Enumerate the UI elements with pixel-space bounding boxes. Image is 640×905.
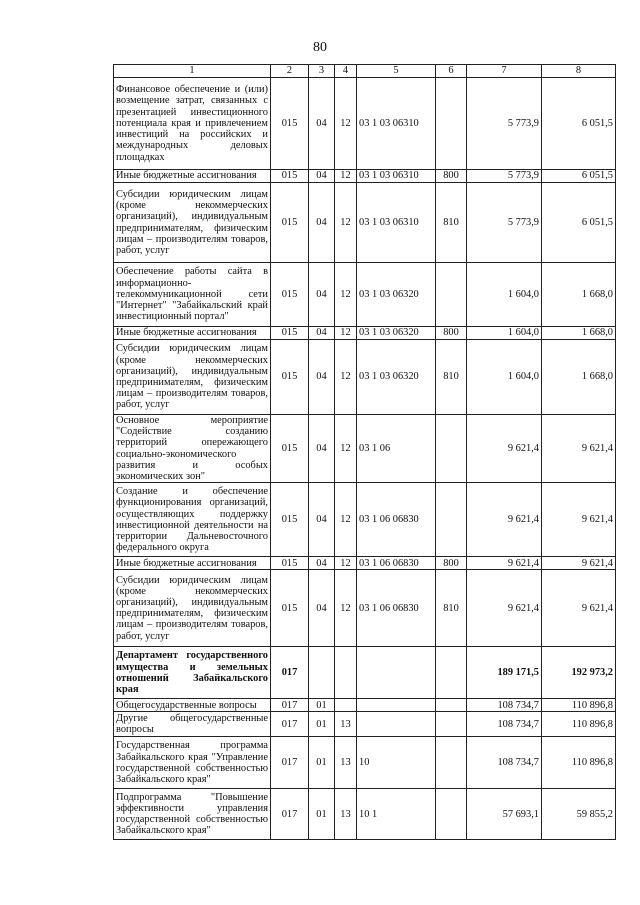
amount-year2-cell: 6 051,5 xyxy=(542,78,616,170)
amount-year2-cell: 192 973,2 xyxy=(542,647,616,699)
section-cell: 04 xyxy=(309,263,335,327)
amount-year1-cell: 9 621,4 xyxy=(467,570,542,647)
section-cell: 04 xyxy=(309,78,335,170)
row-name-cell: Обеспечение работы сайта в информационно-телекоммуникационной сети "Интернет" "Забайкальский край инвестиционный портал" xyxy=(114,263,271,327)
amount-year1-cell: 5 773,9 xyxy=(467,183,542,263)
row-name-cell: Подпрограмма "Повышение эффективности управления государственной собственностью Забайкальского края" xyxy=(114,789,271,840)
row-name-cell: Субсидии юридическим лицам (кроме некоммерческих организаций), индивидуальным предпринимателям, физическим лицам – производителям товаров, работ, услуг xyxy=(114,340,271,415)
amount-year2-cell: 1 668,0 xyxy=(542,263,616,327)
amount-year2-cell: 9 621,4 xyxy=(542,415,616,483)
subsection-cell: 12 xyxy=(335,263,357,327)
admin-code-cell: 017 xyxy=(271,712,309,737)
target-article-cell: 03 1 06 06830 xyxy=(357,483,436,557)
admin-code-cell: 015 xyxy=(271,170,309,183)
expense-type-cell: 800 xyxy=(436,327,467,340)
subsection-cell: 13 xyxy=(335,737,357,789)
table-row xyxy=(114,712,616,737)
section-cell xyxy=(309,647,335,699)
amount-year1-cell: 108 734,7 xyxy=(467,712,542,737)
section-cell: 04 xyxy=(309,415,335,483)
row-name-cell: Создание и обеспечение функционирования организаций, осуществляющих поддержку инвестиционной деятельности на территории Дальневосточного федерального округа xyxy=(114,483,271,557)
subsection-cell: 12 xyxy=(335,570,357,647)
amount-year1-cell: 108 734,7 xyxy=(467,737,542,789)
target-article-cell xyxy=(357,712,436,737)
amount-year1-cell: 9 621,4 xyxy=(467,483,542,557)
amount-year2-cell: 6 051,5 xyxy=(542,183,616,263)
section-cell: 04 xyxy=(309,327,335,340)
subsection-cell: 12 xyxy=(335,415,357,483)
amount-year1-cell: 5 773,9 xyxy=(467,78,542,170)
subsection-cell xyxy=(335,647,357,699)
expense-type-cell xyxy=(436,483,467,557)
expense-type-cell xyxy=(436,415,467,483)
amount-year2-cell: 59 855,2 xyxy=(542,789,616,840)
target-article-cell: 03 1 03 06320 xyxy=(357,263,436,327)
amount-year1-cell: 108 734,7 xyxy=(467,699,542,712)
section-cell: 01 xyxy=(309,712,335,737)
column-header: 2 xyxy=(271,65,309,78)
expense-type-cell xyxy=(436,263,467,327)
table-row xyxy=(114,737,616,789)
row-name-cell: Финансовое обеспечение и (или) возмещение затрат, связанных с презентацией инвестиционного потенциала края и привлечением инвестиций на российских и международных деловых площадках xyxy=(114,78,271,170)
table-row xyxy=(114,183,616,263)
subsection-cell: 12 xyxy=(335,340,357,415)
row-name-cell: Субсидии юридическим лицам (кроме некоммерческих организаций), индивидуальным предпринимателям, физическим лицам – производителям товаров, работ, услуг xyxy=(114,183,271,263)
admin-code-cell: 015 xyxy=(271,415,309,483)
amount-year2-cell: 1 668,0 xyxy=(542,340,616,415)
admin-code-cell: 015 xyxy=(271,557,309,570)
column-header: 1 xyxy=(114,65,271,78)
amount-year1-cell: 1 604,0 xyxy=(467,263,542,327)
section-cell: 04 xyxy=(309,557,335,570)
subsection-cell: 12 xyxy=(335,557,357,570)
admin-code-cell: 015 xyxy=(271,483,309,557)
amount-year1-cell: 9 621,4 xyxy=(467,415,542,483)
admin-code-cell: 015 xyxy=(271,78,309,170)
expense-type-cell xyxy=(436,699,467,712)
admin-code-cell: 017 xyxy=(271,737,309,789)
row-name-cell: Субсидии юридическим лицам (кроме некоммерческих организаций), индивидуальным предпринимателям, физическим лицам – производителям товаров, работ, услуг xyxy=(114,570,271,647)
expense-type-cell: 810 xyxy=(436,570,467,647)
amount-year2-cell: 110 896,8 xyxy=(542,737,616,789)
subsection-cell: 12 xyxy=(335,327,357,340)
column-header: 7 xyxy=(467,65,542,78)
admin-code-cell: 017 xyxy=(271,789,309,840)
target-article-cell: 03 1 06 xyxy=(357,415,436,483)
admin-code-cell: 015 xyxy=(271,263,309,327)
column-header: 5 xyxy=(357,65,436,78)
subsection-cell: 12 xyxy=(335,170,357,183)
admin-code-cell: 015 xyxy=(271,183,309,263)
amount-year2-cell: 110 896,8 xyxy=(542,712,616,737)
amount-year2-cell: 110 896,8 xyxy=(542,699,616,712)
row-name-cell: Основное мероприятие "Содействие созданию территорий опережающего социально-экономического развития и особых экономических зон" xyxy=(114,415,271,483)
column-header: 3 xyxy=(309,65,335,78)
column-header: 6 xyxy=(436,65,467,78)
section-cell: 04 xyxy=(309,570,335,647)
amount-year2-cell: 9 621,4 xyxy=(542,570,616,647)
row-name-cell: Иные бюджетные ассигнования xyxy=(114,170,271,183)
table-row xyxy=(114,483,616,557)
target-article-cell: 03 1 06 06830 xyxy=(357,557,436,570)
row-name-cell: Общегосударственные вопросы xyxy=(114,699,271,712)
expense-type-cell xyxy=(436,712,467,737)
admin-code-cell: 015 xyxy=(271,327,309,340)
table-row xyxy=(114,263,616,327)
table-row xyxy=(114,699,616,712)
table-row xyxy=(114,557,616,570)
admin-code-cell: 017 xyxy=(271,699,309,712)
subsection-cell: 13 xyxy=(335,789,357,840)
page-number: 80 xyxy=(313,40,327,55)
table-row xyxy=(114,78,616,170)
amount-year1-cell: 189 171,5 xyxy=(467,647,542,699)
table-row xyxy=(114,570,616,647)
admin-code-cell: 017 xyxy=(271,647,309,699)
row-name-cell: Иные бюджетные ассигнования xyxy=(114,327,271,340)
row-name-cell: Департамент государственного имущества и земельных отношений Забайкальского края xyxy=(114,647,271,699)
amount-year2-cell: 1 668,0 xyxy=(542,327,616,340)
amount-year1-cell: 57 693,1 xyxy=(467,789,542,840)
expense-type-cell xyxy=(436,737,467,789)
section-cell: 04 xyxy=(309,170,335,183)
expense-type-cell: 800 xyxy=(436,557,467,570)
header-row xyxy=(114,65,616,78)
expense-type-cell xyxy=(436,78,467,170)
amount-year1-cell: 9 621,4 xyxy=(467,557,542,570)
section-cell: 04 xyxy=(309,183,335,263)
target-article-cell xyxy=(357,647,436,699)
target-article-cell: 03 1 06 06830 xyxy=(357,570,436,647)
table-row xyxy=(114,789,616,840)
section-cell: 01 xyxy=(309,737,335,789)
column-header: 4 xyxy=(335,65,357,78)
subsection-cell xyxy=(335,699,357,712)
row-name-cell: Иные бюджетные ассигнования xyxy=(114,557,271,570)
section-cell: 01 xyxy=(309,699,335,712)
amount-year2-cell: 6 051,5 xyxy=(542,170,616,183)
section-cell: 04 xyxy=(309,483,335,557)
admin-code-cell: 015 xyxy=(271,340,309,415)
expense-type-cell xyxy=(436,789,467,840)
target-article-cell: 10 xyxy=(357,737,436,789)
expense-type-cell: 800 xyxy=(436,170,467,183)
subsection-cell: 12 xyxy=(335,483,357,557)
amount-year2-cell: 9 621,4 xyxy=(542,483,616,557)
target-article-cell: 10 1 xyxy=(357,789,436,840)
budget-table xyxy=(113,64,616,840)
row-name-cell: Государственная программа Забайкальского края "Управление государственной собственностью Забайкальского края" xyxy=(114,737,271,789)
amount-year1-cell: 5 773,9 xyxy=(467,170,542,183)
section-cell: 01 xyxy=(309,789,335,840)
target-article-cell: 03 1 03 06310 xyxy=(357,78,436,170)
target-article-cell: 03 1 03 06320 xyxy=(357,327,436,340)
expense-type-cell: 810 xyxy=(436,340,467,415)
row-name-cell: Другие общегосударственные вопросы xyxy=(114,712,271,737)
amount-year1-cell: 1 604,0 xyxy=(467,340,542,415)
target-article-cell: 03 1 03 06310 xyxy=(357,170,436,183)
target-article-cell: 03 1 03 06320 xyxy=(357,340,436,415)
amount-year1-cell: 1 604,0 xyxy=(467,327,542,340)
target-article-cell xyxy=(357,699,436,712)
table-row xyxy=(114,327,616,340)
table-row xyxy=(114,415,616,483)
section-cell: 04 xyxy=(309,340,335,415)
subsection-cell: 13 xyxy=(335,712,357,737)
subsection-cell: 12 xyxy=(335,78,357,170)
table-row xyxy=(114,647,616,699)
table-row xyxy=(114,340,616,415)
amount-year2-cell: 9 621,4 xyxy=(542,557,616,570)
target-article-cell: 03 1 03 06310 xyxy=(357,183,436,263)
admin-code-cell: 015 xyxy=(271,570,309,647)
table-row xyxy=(114,170,616,183)
column-header: 8 xyxy=(542,65,616,78)
subsection-cell: 12 xyxy=(335,183,357,263)
expense-type-cell: 810 xyxy=(436,183,467,263)
expense-type-cell xyxy=(436,647,467,699)
